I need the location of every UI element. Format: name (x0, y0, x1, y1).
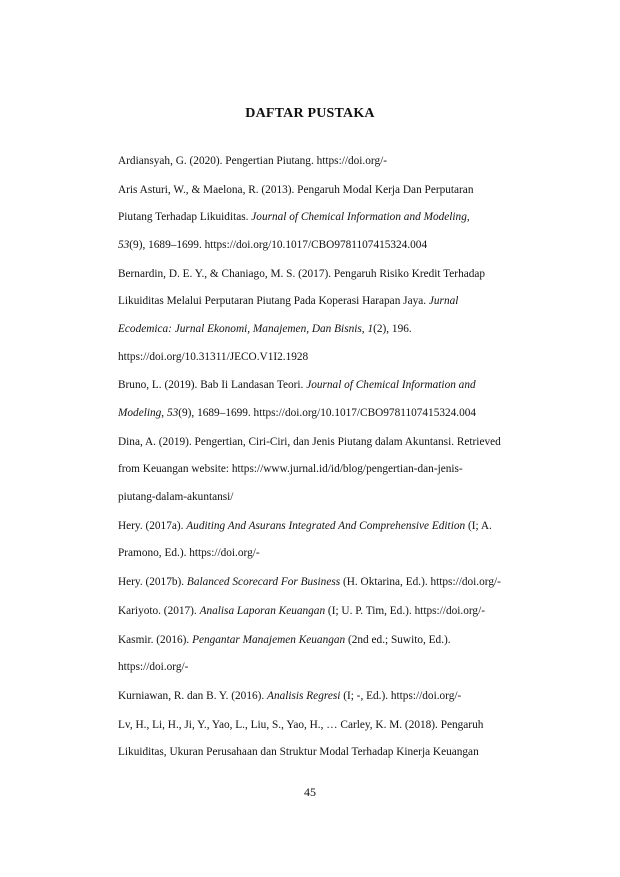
reference-line (118, 513, 548, 541)
italic-text: 1 (367, 322, 374, 335)
reference-line (118, 288, 548, 316)
reference-line (118, 739, 548, 767)
reference-line (118, 232, 548, 260)
reference-text: from Keuangan website: https://www.jurnal.id/id/blog/pengertian-dan-jenis- (118, 463, 463, 476)
reference-line (118, 148, 548, 176)
reference-entry (118, 429, 548, 512)
reference-entry (118, 261, 548, 371)
reference-text: Ardiansyah, G. (2020). Pengertian Piutang. https://doi.org/- (118, 155, 388, 167)
reference-text: Kasmir. (2016). (118, 633, 193, 646)
reference-text: piutang-dalam-akuntansi/ (118, 490, 234, 503)
reference-line (118, 429, 548, 457)
reference-entry (118, 598, 548, 626)
reference-entry (118, 513, 548, 568)
reference-text: Lv, H., Li, H., Ji, Y., Yao, L., Liu, S., Yao, H., … Carley, K. M. (2018). Pengaruh (118, 718, 484, 731)
reference-text: Piutang Terhadap Likuiditas. (118, 211, 252, 224)
reference-line (118, 316, 548, 344)
reference-line (118, 540, 548, 568)
reference-entry (118, 627, 548, 682)
reference-entry (118, 712, 548, 767)
reference-text: (2nd ed.; Suwito, Ed.). (345, 633, 451, 646)
reference-text: Kurniawan, R. dan B. Y. (2016). (118, 689, 268, 702)
reference-line (118, 400, 548, 428)
italic-text: Pengantar Manajemen Keuangan (192, 633, 346, 646)
reference-line (118, 344, 548, 372)
reference-line (118, 261, 548, 289)
reference-text: (9), 1689–1699. https://doi.org/10.1017/CBO9781107415324.004 (129, 238, 428, 251)
reference-line (118, 683, 548, 711)
reference-text: Bruno, L. (2019). Bab Ii Landasan Teori. (118, 379, 307, 392)
italic-text: Analisis Regresi (267, 689, 341, 702)
italic-text: Journal of Chemical Information and (306, 379, 476, 392)
reference-line (118, 598, 548, 626)
italic-text: Modeling (118, 406, 162, 419)
reference-text: , (361, 322, 368, 335)
reference-entry (118, 372, 548, 427)
italic-text: 53 (166, 406, 179, 419)
reference-text: Hery. (2017a). (118, 519, 187, 532)
reference-text: Likuiditas, Ukuran Perusahaan dan Struktur Modal Terhadap Kinerja Keuangan (118, 746, 479, 759)
reference-entry (118, 569, 548, 597)
reference-line (118, 712, 548, 740)
reference-line (118, 627, 548, 655)
reference-text: Dina, A. (2019). Pengertian, Ciri-Ciri, dan Jenis Piutang dalam Akuntansi. Retrieved (118, 435, 501, 448)
reference-text: Bernardin, D. E. Y., & Chaniago, M. S. (2017). Pengaruh Risiko Kredit Terhadap (118, 267, 486, 280)
italic-text: Ecodemica: Jurnal Ekonomi, Manajemen, Dan Bisnis (118, 322, 362, 335)
reference-text: Likuiditas Melalui Perputaran Piutang Pada Koperasi Harapan Jaya. (118, 295, 429, 308)
reference-text: (I; U. P. Tim, Ed.). https://doi.org/- (325, 604, 485, 617)
reference-text: (I; A. (465, 519, 492, 532)
reference-line (118, 456, 548, 484)
reference-line (118, 484, 548, 512)
reference-entry (118, 177, 548, 260)
italic-text: Journal of Chemical Information and Modeling (251, 211, 467, 224)
reference-text: , (161, 406, 167, 419)
reference-line (118, 177, 548, 205)
italic-text: Jurnal (428, 295, 459, 308)
italic-text: Auditing And Asurans Integrated And Comprehensive Edition (186, 519, 466, 532)
reference-line (118, 372, 548, 400)
reference-text: , (466, 211, 470, 224)
reference-text: (2), 196. (373, 322, 412, 335)
reference-entry (118, 148, 548, 176)
reference-text: https://doi.org/10.31311/JECO.V1I2.1928 (118, 350, 309, 363)
reference-line (118, 204, 548, 232)
italic-text: 53 (118, 238, 130, 251)
reference-text: https://doi.org/- (118, 661, 189, 674)
reference-text: Hery. (2017b). (118, 576, 187, 589)
page-number: 45 (304, 785, 316, 799)
reference-line (118, 569, 548, 597)
reference-text: (9), 1689–1699. https://doi.org/10.1017/CBO9781107415324.004 (178, 406, 477, 419)
reference-list (118, 148, 548, 768)
reference-text: Kariyoto. (2017). (118, 604, 200, 617)
italic-text: Balanced Scorecard For Business (186, 576, 341, 589)
reference-text: (I; -, Ed.). https://doi.org/- (340, 689, 462, 702)
reference-text: (H. Oktarina, Ed.). https://doi.org/- (340, 576, 501, 589)
reference-text: Pramono, Ed.). https://doi.org/- (118, 547, 260, 560)
italic-text: Analisa Laporan Keuangan (199, 604, 326, 617)
page-title: DAFTAR PUSTAKA (245, 106, 375, 121)
reference-entry (118, 683, 548, 711)
reference-line (118, 654, 548, 682)
reference-text: Aris Asturi, W., & Maelona, R. (2013). Pengaruh Modal Kerja Dan Perputaran (118, 183, 474, 196)
